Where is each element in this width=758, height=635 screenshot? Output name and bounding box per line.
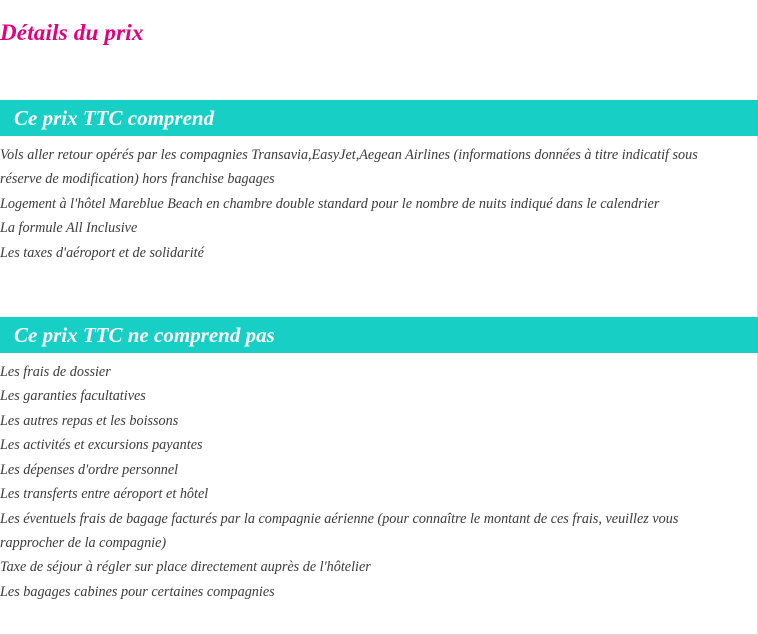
list-item: Les frais de dossier [0,364,111,380]
list-item: Vols aller retour opérés par les compagnies Transavia,EasyJet,Aegean Airlines (informations données à titre indicatif sous réserve de modification) hors franchise bagages [0,147,698,188]
list-item: Taxe de séjour à régler sur place directement auprès de l'hôtelier [0,559,371,576]
section-price-included [0,100,758,265]
list-item: Les autres repas et les boissons [0,412,179,429]
page-title: Détails du prix [0,20,144,45]
section-excluded-body [0,353,758,604]
list-item: Les garanties facultatives [0,388,146,405]
section-excluded-heading: Ce prix TTC ne comprend pas [14,322,275,347]
section-included-header [0,100,758,136]
list-item: Les bagages cabines pour certaines compagnies [0,583,275,600]
list-item: Les éventuels frais de bagage facturés par la compagnie aérienne (pour connaître le montant de ces frais, veuillez vous rapprocher de la compagnie) [0,510,679,551]
list-item: Les dépenses d'ordre personnel [0,461,179,478]
list-item: Les transferts entre aéroport et hôtel [0,486,209,503]
section-excluded-header [0,317,758,353]
list-item: La formule All Inclusive [0,220,138,237]
list-item: Les taxes d'aéroport et de solidarité [0,244,204,261]
section-included-body [0,136,758,265]
list-item: Logement à l'hôtel Mareblue Beach en chambre double standard pour le nombre de nuits indiqué dans le calendrier [0,195,660,212]
list-item: Les activités et excursions payantes [0,437,203,454]
section-included-heading: Ce prix TTC comprend [14,105,215,130]
section-price-excluded [0,317,758,604]
